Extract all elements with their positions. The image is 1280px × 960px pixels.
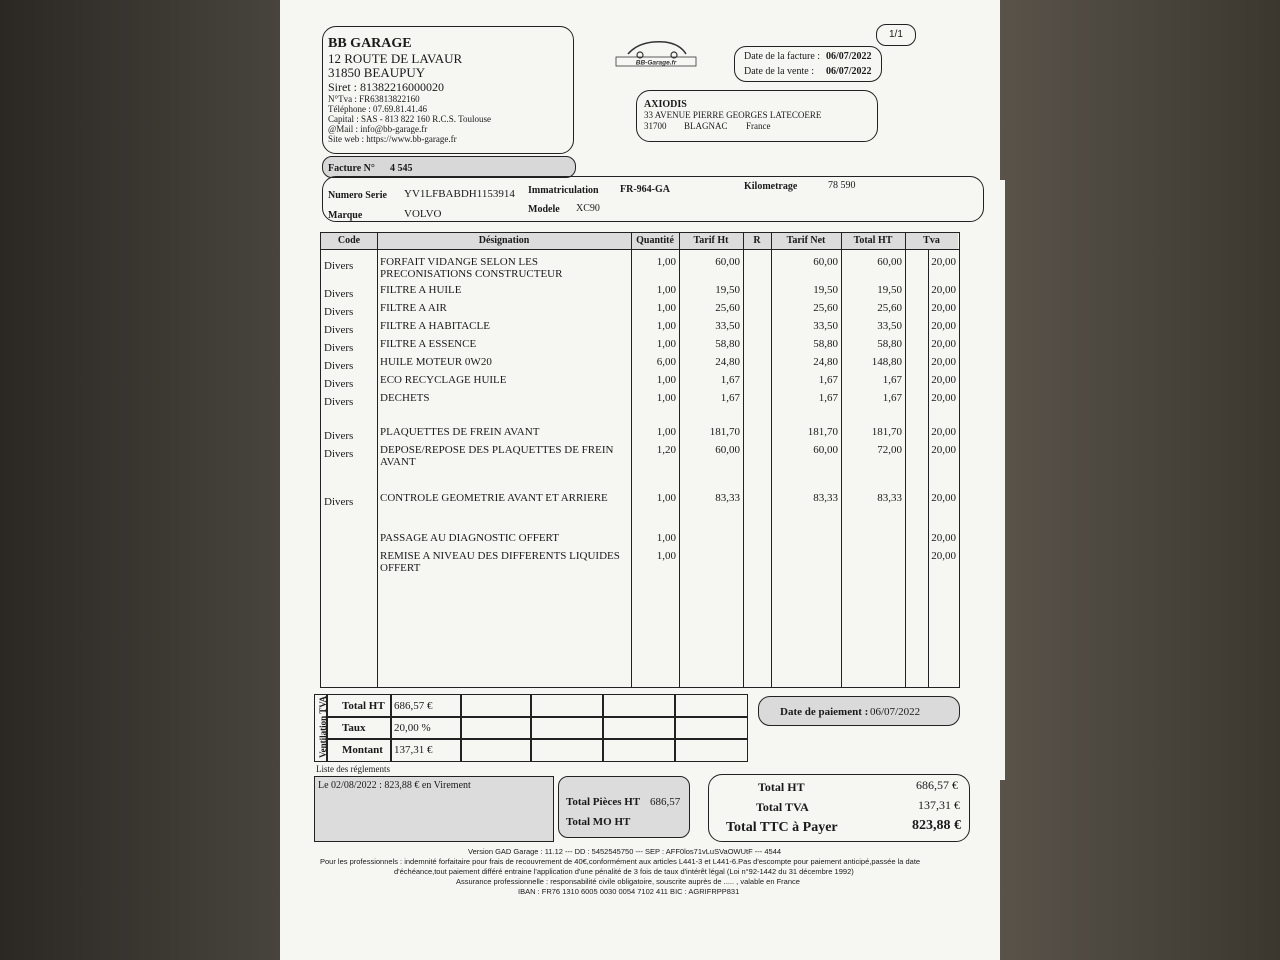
ventilation-grid-cell bbox=[530, 738, 604, 762]
ventilation-grid-cell bbox=[674, 694, 748, 718]
cell-tva: 20,00 bbox=[931, 320, 956, 332]
cell-designation: DEPOSE/REPOSE DES PLAQUETTES DE FREIN bbox=[380, 444, 614, 456]
cell-tarif-net: 181,70 bbox=[807, 426, 838, 438]
background-right bbox=[990, 0, 1280, 960]
client-country: France bbox=[746, 121, 771, 131]
cell-code: Divers bbox=[324, 430, 354, 442]
cell-tarif-ht: 181,70 bbox=[709, 426, 740, 438]
cell-designation: CONTROLE GEOMETRIE AVANT ET ARRIERE bbox=[380, 492, 608, 504]
cell-designation: FORFAIT VIDANGE SELON LES bbox=[380, 256, 538, 268]
items-table bbox=[320, 232, 960, 688]
cell-designation: FILTRE A HABITACLE bbox=[380, 320, 490, 332]
cell-designation: ECO RECYCLAGE HUILE bbox=[380, 374, 507, 386]
cell-tva: 20,00 bbox=[931, 550, 956, 562]
cell-tarif-net: 1,67 bbox=[818, 374, 838, 386]
cell-quantity: 1,20 bbox=[656, 444, 676, 456]
reglements-label: Liste des réglements bbox=[316, 764, 390, 774]
pieces-label: Total Pièces HT bbox=[566, 796, 641, 808]
cell-total-ht: 1,67 bbox=[882, 374, 902, 386]
cell-code: Divers bbox=[324, 306, 354, 318]
cell-designation: PLAQUETTES DE FREIN AVANT bbox=[380, 426, 540, 438]
cell-tarif-net: 33,50 bbox=[813, 320, 838, 332]
col-divider bbox=[679, 232, 680, 688]
cell-designation: FILTRE A ESSENCE bbox=[380, 338, 477, 350]
company-capital: Capital : SAS - 813 822 160 R.C.S. Toulouse bbox=[328, 114, 491, 124]
company-tva: N°Tva : FR63813822160 bbox=[328, 94, 420, 104]
cell-tarif-ht: 60,00 bbox=[715, 256, 740, 268]
footer-line2: Pour les professionnels : indemnité forfaitaire pour frais de recouvrement de 40€,conformément aux articles L441-3 et L441-6.Pas d'escompte pour paiement anticipé,passée la date bbox=[320, 857, 921, 866]
reglement-entry: Le 02/08/2022 : 823,88 € en Virement bbox=[318, 780, 471, 791]
cell-designation-line2: PRECONISATIONS CONSTRUCTEUR bbox=[380, 268, 563, 280]
payment-date-value: 06/07/2022 bbox=[870, 706, 921, 718]
cell-designation: FILTRE A HUILE bbox=[380, 284, 462, 296]
invoice-number-label: Facture N° bbox=[328, 163, 375, 174]
serial-value: YV1LFBABDH1153914 bbox=[404, 188, 515, 200]
vent-montant-label: Montant bbox=[342, 744, 383, 756]
immat-label: Immatriculation bbox=[528, 185, 599, 196]
cell-code: Divers bbox=[324, 260, 354, 272]
company-address2: 31850 BEAUPUY bbox=[328, 65, 426, 80]
cell-quantity: 1,00 bbox=[656, 392, 676, 404]
payment-date-label: Date de paiement : bbox=[780, 706, 869, 718]
ventilation-grid-cell bbox=[602, 694, 676, 718]
cell-tarif-ht: 58,80 bbox=[715, 338, 740, 350]
pieces-value: 686,57 bbox=[650, 796, 681, 808]
cell-total-ht: 1,67 bbox=[882, 392, 902, 404]
client-city: BLAGNAC bbox=[684, 121, 728, 131]
col-divider bbox=[377, 232, 378, 688]
header-divider bbox=[320, 249, 960, 250]
company-web: Site web : https://www.bb-garage.fr bbox=[328, 134, 457, 144]
company-address1: 12 ROUTE DE LAVAUR bbox=[328, 51, 463, 66]
cell-quantity: 1,00 bbox=[656, 302, 676, 314]
col-divider bbox=[771, 232, 772, 688]
cell-code: Divers bbox=[324, 378, 354, 390]
client-name: AXIODIS bbox=[644, 99, 687, 110]
serial-label: Numero Serie bbox=[328, 190, 387, 201]
vent-montant-value: 137,31 € bbox=[394, 744, 433, 756]
cell-quantity: 1,00 bbox=[656, 338, 676, 350]
footer-line5: IBAN : FR76 1310 6005 0030 0054 7102 411 BIC : AGRIFRPP831 bbox=[518, 887, 740, 896]
cell-designation: HUILE MOTEUR 0W20 bbox=[380, 356, 492, 368]
footer-line1: Version GAD Garage : 11.12 --- DD : 5452545750 --- SEP : AFF0los71vLuSVaOWUtF --- 4544 bbox=[468, 847, 782, 856]
cell-quantity: 1,00 bbox=[656, 284, 676, 296]
cell-total-ht: 25,60 bbox=[877, 302, 902, 314]
col-header-designation: Désignation bbox=[377, 233, 631, 249]
cell-tva: 20,00 bbox=[931, 444, 956, 456]
ventilation-grid-cell bbox=[602, 716, 676, 740]
cell-tarif-ht: 25,60 bbox=[715, 302, 740, 314]
col-header-code: Code bbox=[321, 233, 377, 249]
cell-code: Divers bbox=[324, 448, 354, 460]
cell-tarif-ht: 1,67 bbox=[720, 374, 740, 386]
cell-code: Divers bbox=[324, 496, 354, 508]
cell-code: Divers bbox=[324, 396, 354, 408]
total-ttc-value: 823,88 € bbox=[912, 818, 961, 833]
cell-total-ht: 148,80 bbox=[871, 356, 902, 368]
vent-taux-label: Taux bbox=[342, 722, 366, 734]
total-tva-label: Total TVA bbox=[756, 800, 809, 814]
client-postal: 31700 bbox=[644, 121, 667, 131]
cell-tarif-net: 83,33 bbox=[813, 492, 838, 504]
cell-quantity: 1,00 bbox=[656, 532, 676, 544]
vent-total-ht-label: Total HT bbox=[342, 700, 385, 712]
cell-tva: 20,00 bbox=[931, 356, 956, 368]
ventilation-grid-cell bbox=[460, 716, 532, 740]
mo-label: Total MO HT bbox=[566, 816, 631, 828]
cell-tva: 20,00 bbox=[931, 284, 956, 296]
cell-total-ht: 33,50 bbox=[877, 320, 902, 332]
col-header-tva: Tva bbox=[905, 233, 958, 249]
footer-line4: Assurance professionnelle : responsabilité civile obligatoire, souscrite auprès de ..... , valable en France bbox=[456, 877, 800, 886]
ventilation-grid-cell bbox=[602, 738, 676, 762]
page-counter: 1/1 bbox=[876, 24, 916, 46]
invoice-date-label: Date de la facture : bbox=[744, 51, 821, 62]
company-siret: Siret : 81382216000020 bbox=[328, 80, 444, 94]
invoice-date-value: 06/07/2022 bbox=[826, 51, 872, 62]
cell-code: Divers bbox=[324, 342, 354, 354]
cell-tva: 20,00 bbox=[931, 374, 956, 386]
model-label: Modele bbox=[528, 204, 560, 215]
cell-tva: 20,00 bbox=[931, 426, 956, 438]
immat-value: FR-964-GA bbox=[620, 184, 670, 195]
cell-designation-line2: AVANT bbox=[380, 456, 416, 468]
invoice-number: 4 545 bbox=[390, 163, 413, 174]
ventilation-grid-cell bbox=[460, 738, 532, 762]
col-header-tarif-net: Tarif Net bbox=[771, 233, 841, 249]
invoice-sheet bbox=[280, 0, 1000, 960]
brand-value: VOLVO bbox=[404, 208, 442, 220]
cell-tarif-net: 24,80 bbox=[813, 356, 838, 368]
col-divider bbox=[631, 232, 632, 688]
cell-total-ht: 60,00 bbox=[877, 256, 902, 268]
cell-tva: 20,00 bbox=[931, 256, 956, 268]
vent-taux-value: 20,00 % bbox=[394, 722, 431, 734]
cell-quantity: 1,00 bbox=[656, 374, 676, 386]
cell-total-ht: 58,80 bbox=[877, 338, 902, 350]
total-tva-value: 137,31 € bbox=[918, 798, 960, 812]
col-header-quantity: Quantité bbox=[631, 233, 679, 249]
cell-tarif-net: 1,67 bbox=[818, 392, 838, 404]
garage-logo bbox=[610, 36, 700, 70]
cell-quantity: 1,00 bbox=[656, 550, 676, 562]
cell-tarif-ht: 60,00 bbox=[715, 444, 740, 456]
sale-date-value: 06/07/2022 bbox=[826, 66, 872, 77]
ventilation-grid-cell bbox=[674, 716, 748, 740]
cell-tarif-ht: 1,67 bbox=[720, 392, 740, 404]
company-mail: @Mail : info@bb-garage.fr bbox=[328, 124, 428, 134]
cell-total-ht: 83,33 bbox=[877, 492, 902, 504]
cell-quantity: 6,00 bbox=[656, 356, 676, 368]
cell-designation: REMISE A NIVEAU DES DIFFERENTS LIQUIDES bbox=[380, 550, 620, 562]
cell-tva: 20,00 bbox=[931, 302, 956, 314]
cell-tarif-net: 25,60 bbox=[813, 302, 838, 314]
footer-line3: d'échéance,tout paiement différé entraine l'application d'une pénalité de 3 fois de taux d'intérêt légal (Loi n°92-1442 du 31 décembre 1992) bbox=[394, 867, 854, 876]
cell-tarif-ht: 19,50 bbox=[715, 284, 740, 296]
total-ht-label: Total HT bbox=[758, 780, 805, 794]
ventilation-grid-cell bbox=[530, 716, 604, 740]
cell-quantity: 1,00 bbox=[656, 320, 676, 332]
km-value: 78 590 bbox=[828, 180, 856, 191]
col-header-total-ht: Total HT bbox=[841, 233, 905, 249]
cell-tva: 20,00 bbox=[931, 392, 956, 404]
col-header-r: R bbox=[743, 233, 771, 249]
cell-designation: PASSAGE AU DIAGNOSTIC OFFERT bbox=[380, 532, 559, 544]
cell-quantity: 1,00 bbox=[656, 256, 676, 268]
brand-label: Marque bbox=[328, 210, 363, 221]
ventilation-grid-cell bbox=[460, 694, 532, 718]
total-ht-value: 686,57 € bbox=[916, 778, 958, 792]
cell-tarif-net: 60,00 bbox=[813, 256, 838, 268]
cell-designation: DECHETS bbox=[380, 392, 430, 404]
cell-designation-line2: OFFERT bbox=[380, 562, 421, 574]
col-divider bbox=[928, 249, 929, 688]
logo-text: BB-Garage.fr bbox=[635, 59, 677, 67]
client-address: 33 AVENUE PIERRE GEORGES LATECOERE bbox=[644, 110, 822, 120]
col-divider bbox=[905, 232, 906, 688]
cell-tva: 20,00 bbox=[931, 532, 956, 544]
cell-tva: 20,00 bbox=[931, 338, 956, 350]
vent-total-ht-value: 686,57 € bbox=[394, 700, 433, 712]
cell-tarif-ht: 33,50 bbox=[715, 320, 740, 332]
model-value: XC90 bbox=[576, 203, 600, 214]
cell-tarif-net: 19,50 bbox=[813, 284, 838, 296]
cell-total-ht: 19,50 bbox=[877, 284, 902, 296]
cell-tarif-ht: 83,33 bbox=[715, 492, 740, 504]
cell-quantity: 1,00 bbox=[656, 492, 676, 504]
cell-code: Divers bbox=[324, 288, 354, 300]
ventilation-side-label: Ventilation TVA bbox=[318, 695, 329, 759]
background-left bbox=[0, 0, 300, 960]
company-phone: Téléphone : 07.69.81.41.46 bbox=[328, 104, 427, 114]
cell-code: Divers bbox=[324, 324, 354, 336]
cell-quantity: 1,00 bbox=[656, 426, 676, 438]
total-ttc-label: Total TTC à Payer bbox=[726, 820, 838, 835]
cell-code: Divers bbox=[324, 360, 354, 372]
cell-tarif-ht: 24,80 bbox=[715, 356, 740, 368]
cell-total-ht: 72,00 bbox=[877, 444, 902, 456]
cell-total-ht: 181,70 bbox=[871, 426, 902, 438]
col-divider bbox=[743, 232, 744, 688]
cell-designation: FILTRE A AIR bbox=[380, 302, 447, 314]
company-name: BB GARAGE bbox=[328, 36, 412, 51]
ventilation-grid-cell bbox=[530, 694, 604, 718]
cell-tva: 20,00 bbox=[931, 492, 956, 504]
col-header-tarif-ht: Tarif Ht bbox=[679, 233, 743, 249]
ventilation-grid-cell bbox=[674, 738, 748, 762]
col-divider bbox=[841, 232, 842, 688]
cell-tarif-net: 60,00 bbox=[813, 444, 838, 456]
sale-date-label: Date de la vente : bbox=[744, 66, 814, 77]
cell-tarif-net: 58,80 bbox=[813, 338, 838, 350]
km-label: Kilometrage bbox=[744, 181, 798, 192]
